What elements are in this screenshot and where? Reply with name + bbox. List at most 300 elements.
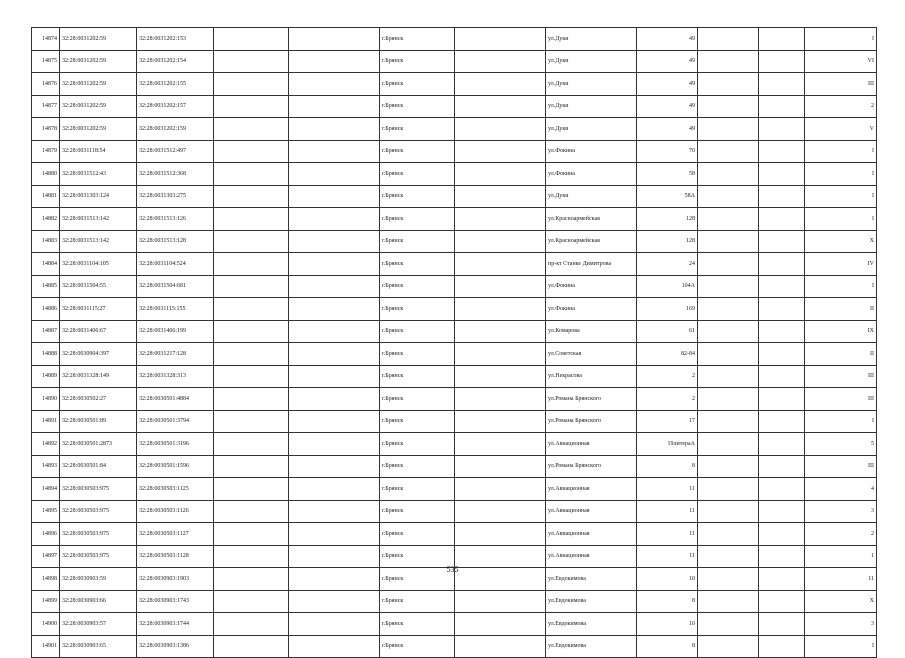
street-cell: ул.Евдокимова bbox=[546, 635, 637, 658]
house-number-cell: 82-84 bbox=[637, 343, 698, 366]
row-number-cell: 14885 bbox=[32, 275, 60, 298]
object-number-cell: 32:28:0030503:1127 bbox=[137, 523, 214, 546]
blank-cell-d bbox=[698, 185, 759, 208]
object-number-cell: 32:28:0031303:275 bbox=[137, 185, 214, 208]
table-row bbox=[32, 455, 877, 478]
city-cell: г.Брянск bbox=[380, 365, 455, 388]
blank-cell-e bbox=[759, 320, 805, 343]
street-cell: ул.Евдокимова bbox=[546, 613, 637, 636]
city-cell: г.Брянск bbox=[380, 95, 455, 118]
object-number-cell: 32:28:0031202:159 bbox=[137, 118, 214, 141]
street-cell: ул.Красноармейская bbox=[546, 230, 637, 253]
premises-cell: 5 bbox=[805, 433, 877, 456]
parcel-number-cell: 32:28:0030503:975 bbox=[60, 500, 137, 523]
city-cell: г.Брянск bbox=[380, 320, 455, 343]
blank-cell-d bbox=[698, 253, 759, 276]
blank-cell-e bbox=[759, 410, 805, 433]
city-cell: г.Брянск bbox=[380, 208, 455, 231]
blank-cell-d bbox=[698, 320, 759, 343]
blank-cell-b bbox=[289, 50, 380, 73]
house-number-cell: 128 bbox=[637, 230, 698, 253]
city-cell: г.Брянск bbox=[380, 140, 455, 163]
blank-cell-b bbox=[289, 635, 380, 658]
house-number-cell: 11 bbox=[637, 500, 698, 523]
object-number-cell: 32:28:0030501:4884 bbox=[137, 388, 214, 411]
street-cell: ул.Дуки bbox=[546, 28, 637, 51]
blank-cell-d bbox=[698, 163, 759, 186]
row-number-cell: 14881 bbox=[32, 185, 60, 208]
street-cell: ул.Фокина bbox=[546, 163, 637, 186]
row-number-cell: 14888 bbox=[32, 343, 60, 366]
blank-cell-b bbox=[289, 433, 380, 456]
row-number-cell: 14882 bbox=[32, 208, 60, 231]
row-number-cell: 14887 bbox=[32, 320, 60, 343]
street-cell: ул.Романа Брянского bbox=[546, 388, 637, 411]
city-cell: г.Брянск bbox=[380, 275, 455, 298]
premises-cell: X bbox=[805, 230, 877, 253]
house-number-cell: 49 bbox=[637, 118, 698, 141]
blank-cell-c bbox=[455, 523, 546, 546]
table-row bbox=[32, 635, 877, 658]
blank-cell-a bbox=[214, 523, 289, 546]
blank-cell-c bbox=[455, 253, 546, 276]
premises-cell: III bbox=[805, 388, 877, 411]
street-cell: ул.Фокина bbox=[546, 140, 637, 163]
city-cell: г.Брянск bbox=[380, 568, 455, 591]
row-number-cell: 14901 bbox=[32, 635, 60, 658]
table-row bbox=[32, 118, 877, 141]
blank-cell-a bbox=[214, 230, 289, 253]
city-cell: г.Брянск bbox=[380, 163, 455, 186]
blank-cell-b bbox=[289, 343, 380, 366]
city-cell: г.Брянск bbox=[380, 523, 455, 546]
city-cell: г.Брянск bbox=[380, 185, 455, 208]
city-cell: г.Брянск bbox=[380, 455, 455, 478]
table-row bbox=[32, 73, 877, 96]
house-number-cell: 58А bbox=[637, 185, 698, 208]
table-row bbox=[32, 275, 877, 298]
blank-cell-c bbox=[455, 635, 546, 658]
blank-cell-c bbox=[455, 140, 546, 163]
blank-cell-c bbox=[455, 410, 546, 433]
city-cell: г.Брянск bbox=[380, 253, 455, 276]
house-number-cell: 104А bbox=[637, 275, 698, 298]
blank-cell-b bbox=[289, 613, 380, 636]
house-number-cell: 2 bbox=[637, 388, 698, 411]
premises-cell: I bbox=[805, 28, 877, 51]
blank-cell-c bbox=[455, 230, 546, 253]
premises-cell: III bbox=[805, 365, 877, 388]
row-number-cell: 14890 bbox=[32, 388, 60, 411]
parcel-number-cell: 32:28:0030503:975 bbox=[60, 523, 137, 546]
blank-cell-e bbox=[759, 208, 805, 231]
street-cell: ул.Дуки bbox=[546, 50, 637, 73]
row-number-cell: 14884 bbox=[32, 253, 60, 276]
blank-cell-e bbox=[759, 590, 805, 613]
blank-cell-e bbox=[759, 73, 805, 96]
blank-cell-a bbox=[214, 208, 289, 231]
house-number-cell: 11 bbox=[637, 478, 698, 501]
blank-cell-d bbox=[698, 455, 759, 478]
premises-cell: III bbox=[805, 455, 877, 478]
blank-cell-c bbox=[455, 320, 546, 343]
blank-cell-b bbox=[289, 185, 380, 208]
premises-cell: V bbox=[805, 118, 877, 141]
parcel-number-cell: 32:28:0030501:89 bbox=[60, 410, 137, 433]
blank-cell-e bbox=[759, 365, 805, 388]
premises-cell: I bbox=[805, 140, 877, 163]
house-number-cell: 2 bbox=[637, 365, 698, 388]
blank-cell-a bbox=[214, 253, 289, 276]
house-number-cell: 24 bbox=[637, 253, 698, 276]
table-row bbox=[32, 230, 877, 253]
blank-cell-b bbox=[289, 253, 380, 276]
street-cell: ул.Романа Брянского bbox=[546, 455, 637, 478]
parcel-number-cell: 32:28:0031202:59 bbox=[60, 28, 137, 51]
city-cell: г.Брянск bbox=[380, 388, 455, 411]
street-cell: ул.Авиационная bbox=[546, 500, 637, 523]
row-number-cell: 14896 bbox=[32, 523, 60, 546]
object-number-cell: 32:28:0031202:154 bbox=[137, 50, 214, 73]
object-number-cell: 32:28:0031217:128 bbox=[137, 343, 214, 366]
registry-table bbox=[31, 27, 877, 658]
parcel-number-cell: 32:28:0030501:2873 bbox=[60, 433, 137, 456]
street-cell: ул.Авиационная bbox=[546, 478, 637, 501]
street-cell: пр-кт Станке Димитрова bbox=[546, 253, 637, 276]
city-cell: г.Брянск bbox=[380, 433, 455, 456]
blank-cell-a bbox=[214, 343, 289, 366]
parcel-number-cell: 32:28:0030903:65 bbox=[60, 635, 137, 658]
object-number-cell: 32:28:0030903:1386 bbox=[137, 635, 214, 658]
premises-cell: VI bbox=[805, 50, 877, 73]
table-row bbox=[32, 500, 877, 523]
blank-cell-b bbox=[289, 118, 380, 141]
blank-cell-a bbox=[214, 433, 289, 456]
blank-cell-e bbox=[759, 343, 805, 366]
parcel-number-cell: 32:28:0031202:59 bbox=[60, 118, 137, 141]
parcel-number-cell: 32:28:0030903:57 bbox=[60, 613, 137, 636]
blank-cell-a bbox=[214, 455, 289, 478]
row-number-cell: 14899 bbox=[32, 590, 60, 613]
blank-cell-b bbox=[289, 590, 380, 613]
parcel-number-cell: 32:28:0031202:59 bbox=[60, 73, 137, 96]
premises-cell: IX bbox=[805, 320, 877, 343]
blank-cell-e bbox=[759, 28, 805, 51]
blank-cell-d bbox=[698, 500, 759, 523]
parcel-number-cell: 32:28:0031513:142 bbox=[60, 208, 137, 231]
blank-cell-d bbox=[698, 365, 759, 388]
street-cell: ул.Дуки bbox=[546, 73, 637, 96]
house-number-cell: 10 bbox=[637, 613, 698, 636]
city-cell: г.Брянск bbox=[380, 73, 455, 96]
blank-cell-e bbox=[759, 118, 805, 141]
table-row bbox=[32, 253, 877, 276]
blank-cell-a bbox=[214, 28, 289, 51]
parcel-number-cell: 32:28:0031202:59 bbox=[60, 50, 137, 73]
street-cell: ул.Авиационная bbox=[546, 433, 637, 456]
blank-cell-b bbox=[289, 163, 380, 186]
blank-cell-c bbox=[455, 365, 546, 388]
street-cell: ул.Евдокимова bbox=[546, 568, 637, 591]
parcel-number-cell: 32:28:0031328:149 bbox=[60, 365, 137, 388]
registry-table-body bbox=[32, 28, 877, 658]
street-cell: ул.Евдокимова bbox=[546, 590, 637, 613]
blank-cell-b bbox=[289, 95, 380, 118]
city-cell: г.Брянск bbox=[380, 118, 455, 141]
table-row bbox=[32, 365, 877, 388]
premises-cell: I bbox=[805, 635, 877, 658]
premises-cell: II bbox=[805, 298, 877, 321]
blank-cell-d bbox=[698, 298, 759, 321]
street-cell: ул.Некрасова bbox=[546, 365, 637, 388]
blank-cell-a bbox=[214, 478, 289, 501]
table-row bbox=[32, 298, 877, 321]
street-cell: ул.Дуки bbox=[546, 185, 637, 208]
parcel-number-cell: 32:28:0031504:55 bbox=[60, 275, 137, 298]
blank-cell-e bbox=[759, 500, 805, 523]
blank-cell-e bbox=[759, 635, 805, 658]
blank-cell-a bbox=[214, 118, 289, 141]
blank-cell-c bbox=[455, 500, 546, 523]
blank-cell-e bbox=[759, 230, 805, 253]
premises-cell: I bbox=[805, 208, 877, 231]
premises-cell: II bbox=[805, 343, 877, 366]
blank-cell-c bbox=[455, 613, 546, 636]
city-cell: г.Брянск bbox=[380, 478, 455, 501]
street-cell: ул.Фокина bbox=[546, 275, 637, 298]
blank-cell-c bbox=[455, 185, 546, 208]
blank-cell-a bbox=[214, 320, 289, 343]
object-number-cell: 32:28:0030903:1743 bbox=[137, 590, 214, 613]
blank-cell-d bbox=[698, 275, 759, 298]
object-number-cell: 32:28:0031504:681 bbox=[137, 275, 214, 298]
blank-cell-a bbox=[214, 73, 289, 96]
row-number-cell: 14879 bbox=[32, 140, 60, 163]
blank-cell-b bbox=[289, 388, 380, 411]
blank-cell-c bbox=[455, 118, 546, 141]
object-number-cell: 32:28:0031513:126 bbox=[137, 208, 214, 231]
table-row bbox=[32, 343, 877, 366]
blank-cell-b bbox=[289, 275, 380, 298]
blank-cell-c bbox=[455, 28, 546, 51]
blank-cell-b bbox=[289, 73, 380, 96]
city-cell: г.Брянск bbox=[380, 635, 455, 658]
premises-cell: I bbox=[805, 185, 877, 208]
object-number-cell: 32:28:0031406:199 bbox=[137, 320, 214, 343]
house-number-cell: 11 bbox=[637, 523, 698, 546]
house-number-cell: 17 bbox=[637, 410, 698, 433]
table-row bbox=[32, 590, 877, 613]
blank-cell-e bbox=[759, 455, 805, 478]
blank-cell-a bbox=[214, 635, 289, 658]
city-cell: г.Брянск bbox=[380, 343, 455, 366]
blank-cell-c bbox=[455, 590, 546, 613]
street-cell: ул.Красноармейская bbox=[546, 208, 637, 231]
blank-cell-d bbox=[698, 478, 759, 501]
row-number-cell: 14894 bbox=[32, 478, 60, 501]
blank-cell-d bbox=[698, 410, 759, 433]
blank-cell-e bbox=[759, 478, 805, 501]
blank-cell-a bbox=[214, 388, 289, 411]
premises-cell: 2 bbox=[805, 95, 877, 118]
blank-cell-c bbox=[455, 208, 546, 231]
table-row bbox=[32, 523, 877, 546]
blank-cell-b bbox=[289, 28, 380, 51]
street-cell: ул.Авиационная bbox=[546, 523, 637, 546]
blank-cell-a bbox=[214, 410, 289, 433]
premises-cell: III bbox=[805, 73, 877, 96]
blank-cell-b bbox=[289, 298, 380, 321]
premises-cell: I bbox=[805, 275, 877, 298]
row-number-cell: 14875 bbox=[32, 50, 60, 73]
blank-cell-a bbox=[214, 275, 289, 298]
row-number-cell: 14877 bbox=[32, 95, 60, 118]
table-row bbox=[32, 478, 877, 501]
blank-cell-c bbox=[455, 275, 546, 298]
house-number-cell: 49 bbox=[637, 50, 698, 73]
city-cell: г.Брянск bbox=[380, 613, 455, 636]
object-number-cell: 32:28:0031202:153 bbox=[137, 28, 214, 51]
row-number-cell: 14876 bbox=[32, 73, 60, 96]
house-number-cell: 11 bbox=[637, 545, 698, 568]
blank-cell-d bbox=[698, 118, 759, 141]
city-cell: г.Брянск bbox=[380, 50, 455, 73]
blank-cell-d bbox=[698, 613, 759, 636]
parcel-number-cell: 32:28:0031118:54 bbox=[60, 140, 137, 163]
blank-cell-e bbox=[759, 523, 805, 546]
parcel-number-cell: 32:28:0031303:124 bbox=[60, 185, 137, 208]
blank-cell-d bbox=[698, 433, 759, 456]
page-number: 535 bbox=[446, 565, 459, 574]
parcel-number-cell: 32:28:0030502:27 bbox=[60, 388, 137, 411]
blank-cell-a bbox=[214, 298, 289, 321]
parcel-number-cell: 32:28:0031104:105 bbox=[60, 253, 137, 276]
blank-cell-b bbox=[289, 320, 380, 343]
house-number-cell: 49 bbox=[637, 28, 698, 51]
blank-cell-b bbox=[289, 140, 380, 163]
row-number-cell: 14878 bbox=[32, 118, 60, 141]
object-number-cell: 32:28:0031202:157 bbox=[137, 95, 214, 118]
blank-cell-a bbox=[214, 365, 289, 388]
blank-cell-b bbox=[289, 478, 380, 501]
city-cell: г.Брянск bbox=[380, 500, 455, 523]
street-cell: ул.Романа Брянского bbox=[546, 410, 637, 433]
object-number-cell: 32:28:0030903:1903 bbox=[137, 568, 214, 591]
street-cell: ул.Комарова bbox=[546, 320, 637, 343]
house-number-cell: 61 bbox=[637, 320, 698, 343]
blank-cell-e bbox=[759, 388, 805, 411]
row-number-cell: 14900 bbox=[32, 613, 60, 636]
object-number-cell: 32:28:0030903:1744 bbox=[137, 613, 214, 636]
premises-cell: I bbox=[805, 410, 877, 433]
blank-cell-a bbox=[214, 95, 289, 118]
blank-cell-d bbox=[698, 635, 759, 658]
house-number-cell: 58 bbox=[637, 163, 698, 186]
blank-cell-b bbox=[289, 455, 380, 478]
table-row bbox=[32, 388, 877, 411]
row-number-cell: 14895 bbox=[32, 500, 60, 523]
blank-cell-c bbox=[455, 388, 546, 411]
blank-cell-e bbox=[759, 253, 805, 276]
table-row bbox=[32, 28, 877, 51]
blank-cell-c bbox=[455, 163, 546, 186]
blank-cell-a bbox=[214, 140, 289, 163]
blank-cell-e bbox=[759, 50, 805, 73]
city-cell: г.Брянск bbox=[380, 298, 455, 321]
blank-cell-c bbox=[455, 433, 546, 456]
premises-cell: X bbox=[805, 590, 877, 613]
blank-cell-e bbox=[759, 95, 805, 118]
premises-cell: IV bbox=[805, 253, 877, 276]
row-number-cell: 14891 bbox=[32, 410, 60, 433]
city-cell: г.Брянск bbox=[380, 545, 455, 568]
table-row bbox=[32, 95, 877, 118]
row-number-cell: 14874 bbox=[32, 28, 60, 51]
blank-cell-a bbox=[214, 500, 289, 523]
blank-cell-e bbox=[759, 433, 805, 456]
blank-cell-b bbox=[289, 208, 380, 231]
premises-cell: 1 bbox=[805, 545, 877, 568]
blank-cell-d bbox=[698, 73, 759, 96]
row-number-cell: 14880 bbox=[32, 163, 60, 186]
city-cell: г.Брянск bbox=[380, 230, 455, 253]
street-cell: ул.Авиационная bbox=[546, 545, 637, 568]
blank-cell-e bbox=[759, 298, 805, 321]
blank-cell-d bbox=[698, 95, 759, 118]
city-cell: г.Брянск bbox=[380, 590, 455, 613]
house-number-cell: 8 bbox=[637, 455, 698, 478]
street-cell: ул.Фокина bbox=[546, 298, 637, 321]
blank-cell-c bbox=[455, 95, 546, 118]
blank-cell-d bbox=[698, 140, 759, 163]
parcel-number-cell: 32:28:0031202:59 bbox=[60, 95, 137, 118]
object-number-cell: 32:28:0030503:1125 bbox=[137, 478, 214, 501]
blank-cell-b bbox=[289, 365, 380, 388]
table-row bbox=[32, 433, 877, 456]
blank-cell-a bbox=[214, 50, 289, 73]
blank-cell-e bbox=[759, 613, 805, 636]
blank-cell-d bbox=[698, 388, 759, 411]
blank-cell-e bbox=[759, 163, 805, 186]
row-number-cell: 14883 bbox=[32, 230, 60, 253]
blank-cell-a bbox=[214, 613, 289, 636]
blank-cell-d bbox=[698, 28, 759, 51]
object-number-cell: 32:28:0031202:155 bbox=[137, 73, 214, 96]
object-number-cell: 32:28:0031104:524 bbox=[137, 253, 214, 276]
blank-cell-e bbox=[759, 140, 805, 163]
premises-cell: I bbox=[805, 163, 877, 186]
premises-cell: 2 bbox=[805, 523, 877, 546]
blank-cell-c bbox=[455, 50, 546, 73]
row-number-cell: 14886 bbox=[32, 298, 60, 321]
object-number-cell: 32:28:0030503:1128 bbox=[137, 545, 214, 568]
table-row bbox=[32, 410, 877, 433]
blank-cell-d bbox=[698, 50, 759, 73]
blank-cell-d bbox=[698, 590, 759, 613]
object-number-cell: 32:28:0031328:313 bbox=[137, 365, 214, 388]
object-number-cell: 32:28:0031512:368 bbox=[137, 163, 214, 186]
house-number-cell: 70 bbox=[637, 140, 698, 163]
house-number-cell: 49 bbox=[637, 95, 698, 118]
blank-cell-a bbox=[214, 163, 289, 186]
object-number-cell: 32:28:0030503:1126 bbox=[137, 500, 214, 523]
blank-cell-d bbox=[698, 523, 759, 546]
blank-cell-b bbox=[289, 410, 380, 433]
blank-cell-d bbox=[698, 343, 759, 366]
house-number-cell: 169 bbox=[637, 298, 698, 321]
parcel-number-cell: 32:28:0030501:84 bbox=[60, 455, 137, 478]
blank-cell-d bbox=[698, 230, 759, 253]
